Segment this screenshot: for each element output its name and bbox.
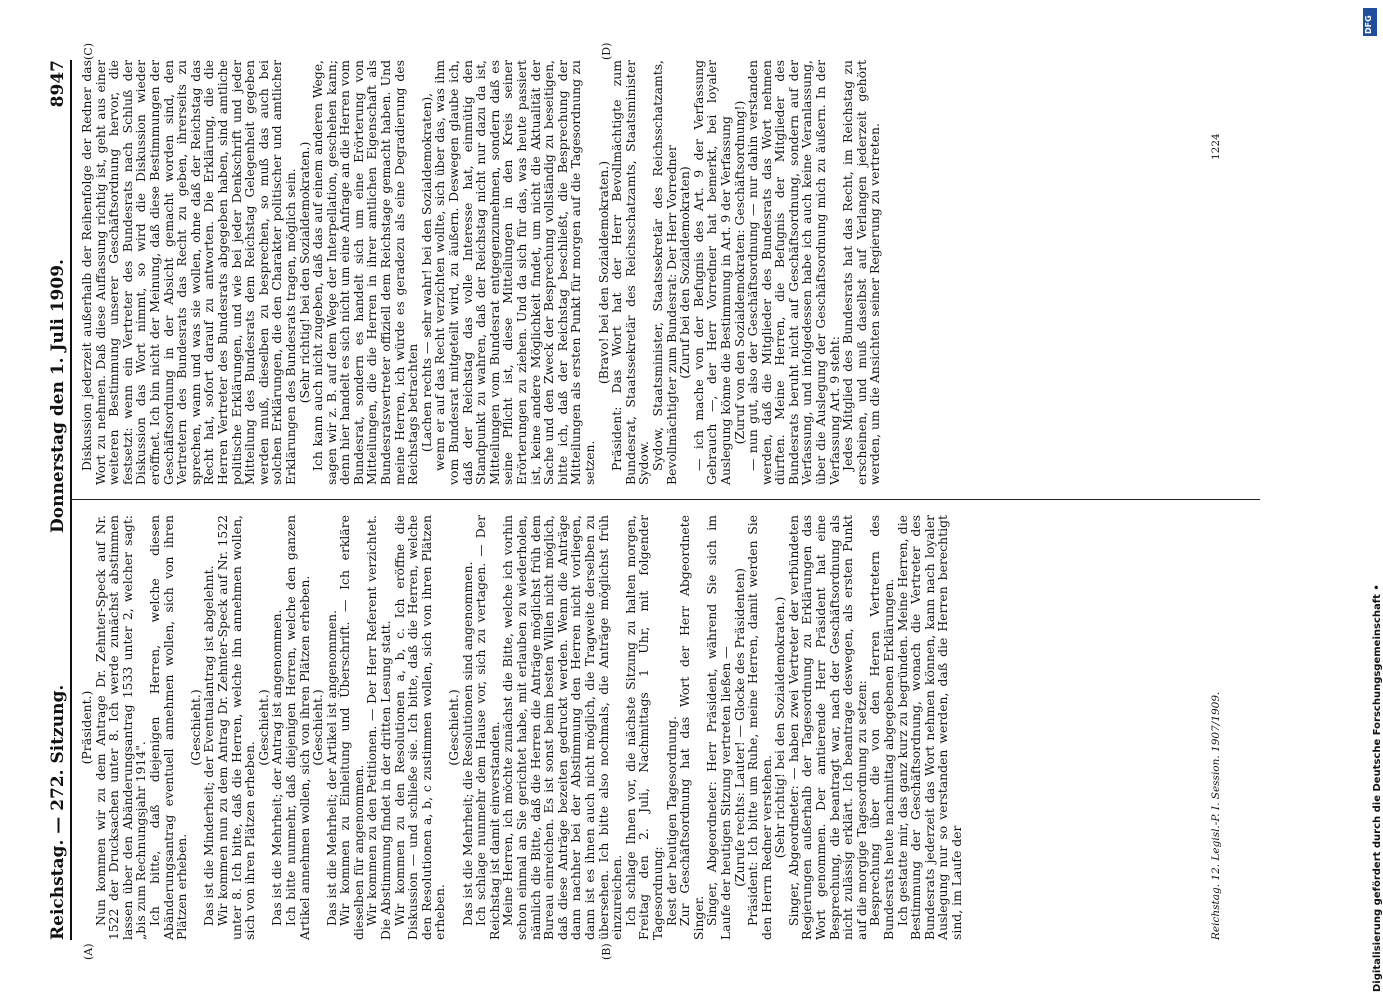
paragraph: — ich mache von der Befugnis des Art. 9 der Verfassung Gebrauch —, der Herr Vorredner hat bemerkt, bei loyaler Auslegung könne die Bestimmung in Art. 9 der Verfassung: [690, 60, 733, 485]
paragraph: Singer, Abgeordneter: — haben zwei Vertreter der verbündeten Regierungen außerhalb der Tagesordnung zu Erklärungen das Wort genommen. Der amtierende Herr Präsident hat eine Besprechung, die beantragt war, nach der Geschäftsordnung als nicht zulässig erklärt. Ich beantrage deswegen, als ersten Punkt auf die morgige Tagesordnung zu setzen:: [785, 515, 869, 940]
paragraph: (Bravo! bei den Sozialdemokraten.): [595, 160, 611, 385]
margin-marker-a: (A): [82, 943, 95, 960]
paragraph: (Geschieht.): [310, 689, 326, 766]
paragraph: Nun kommen wir zu dem Antrage Dr. Zehnter-Speck auf Nr. 1522 der Drucksachen unter 8. Ich werde zunächst abstimmen lassen über den Abänderungsantrag 1533 unter 2, welcher sagt: „bis zum Rechnungsjahr 1914".: [92, 515, 149, 940]
paragraph: Wir kommen zu den Resolutionen a, b, c. Ich eröffne die Diskussion — und schließe sie. Ich bitte, daß die Herren, welche den Resolutionen a, b, c zustimmen wollen, sich von ihren Plätzen erheben.: [391, 515, 448, 940]
paragraph: Singer, Abgeordneter: Herr Präsident, während Sie sich im Laufe der heutigen Sitzung vertreten ließen —: [704, 515, 733, 940]
paragraph: (Geschieht.): [187, 689, 203, 766]
left-text-column: [80, 515, 964, 940]
paragraph: (Lachen rechts — sehr wahr! bei den Sozialdemokraten),: [418, 92, 434, 453]
paragraph: (Geschieht.): [446, 689, 462, 766]
margin-marker-c: (C): [82, 43, 95, 60]
page-header: [40, 60, 72, 940]
paragraph: (Zuruf von den Sozialdemokraten: Geschäftsordnung!): [731, 100, 747, 445]
paragraph: Ich bitte, daß diejenigen Herren, welche diesen Abänderungsantrag eventuell annehmen wollen, sich von ihren Plätzen erheben.: [146, 515, 190, 940]
paragraph: (Zurufe rechts: Lauter! — Glocke des Präsidenten): [731, 568, 747, 887]
paragraph: wenn er auf das Recht verzichten wollte, sich über das, was ihm vom Bundesrat mitgeteilt wird, zu äußern. Deswegen glaube ich, daß der Reichstag das volle Interesse hat, einmütig den Standpunkt zu wahren, daß der Reichstag nicht nur dazu da ist, Mitteilungen vom Bundesrat entgegenzunehmen, sondern daß es seine Pflicht ist, diese Mitteilungen in den Kreis seiner Erörterungen zu ziehen. Und da sich für das, was heute passiert ist, keine andere Möglichkeit findet, um nicht die Aktualität der Sache und den Zweck der Besprechung vollständig zu beseitigen, bitte ich, daß der Reichstag beschließt, die Besprechung der Mitteilungen als ersten Punkt für morgen auf die Tagesordnung zu setzen.: [432, 60, 597, 485]
paragraph: Ich schlage Ihnen vor, die nächste Sitzung zu halten morgen, Freitag den 2. Juli, Nachmittags 1 Uhr, mit folgender Tagesordnung:: [622, 515, 665, 940]
paragraph: (Zuruf bei den Sozialdemokraten): [677, 166, 693, 379]
paragraph: Meine Herren, ich möchte zunächst die Bitte, welche ich vorhin schon einmal an Sie gerichtet habe, mit erlauben zu wiederholen, nämlich die Bitte, daß die Herren die Anträge möglichst früh dem Bureau einreichen. Es ist sonst beim besten Willen nicht möglich, daß diese Anträge bezeiten gedruckt werden. Wenn die Anträge dann nachher bei der Abstimmung den Herren nicht vorliegen, dann ist es ihnen auch nicht möglich, die Tragweite derselben zu übersehen. Ich bitte also nochmals, die Anträge möglichst früh einzureichen.: [500, 515, 625, 940]
paragraph: (Präsident.): [79, 690, 94, 765]
paragraph: Wir kommen nun zu dem Antrag Dr. Zehnter-Speck auf Nr. 1522 unter 8. Ich bitte, daß die Herren, welche ihn annehmen wollen, sich von ihren Plätzen erheben.: [214, 515, 258, 940]
paragraph: Das ist die Mehrheit; der Artikel ist angenommen.: [323, 609, 339, 926]
paragraph: (Geschieht.): [255, 689, 271, 766]
paragraph: Das ist die Mehrheit; der Antrag ist angenommen.: [269, 609, 285, 926]
header-left: Reichstag. — 272. Sitzung.: [48, 684, 68, 940]
paragraph: Ich bitte nunmehr, daß diejenigen Herren, welche den ganzen Artikel annehmen wollen, sich von ihren Plätzen erheben.: [282, 515, 312, 940]
paragraph: Präsident: Ich bitte um Ruhe, meine Herren, damit werden Sie den Herrn Redner verstehen.: [745, 515, 774, 940]
paragraph: Wir kommen zu Einleitung und Überschrift. — Ich erkläre dieselben für angenommen.: [337, 515, 366, 940]
paragraph: Rest der heutigen Tagesordnung.: [663, 716, 679, 926]
paragraph: Wir kommen zu den Petitionen. — Der Herr Referent verzichtet. Die Abstimmung findet in der dritten Lesung statt.: [364, 515, 394, 940]
dfg-logo-icon: DFG: [1363, 8, 1377, 36]
margin-marker-b: (B): [600, 943, 613, 960]
paragraph: — nun gut, also der Geschäftsordnung — nur dahin verstanden werden, daß die Mitglieder des Bundesrats das Wort nehmen dürften. Meine Herren, die Befugnis der Mitglieder des Bundesrats beruht nicht auf Geschäftsordnung, sondern auf der Verfassung, und infolgedessen habe ich auch keine Veranlassung, über die Auslegung der Geschäftsordnung mich zu äußern. In der Verfassung Art. 9 steht:: [745, 60, 842, 485]
paragraph: Das ist die Mehrheit; die Resolutionen sind angenommen.: [459, 561, 475, 926]
paragraph: Präsident: Das Wort hat der Herr Bevollmächtigte zum Bundesrat, Staatssekretär des Reichsschatzamts, Staatsminister Sydow.: [609, 60, 652, 485]
paragraph: Besprechung über die von den Herren Vertretern des Bundesrats heute nachmittag abgegebenen Erklärungen.: [867, 515, 897, 940]
header-center: Donnerstag den 1. Juli 1909.: [48, 259, 68, 533]
footer-sheet-number: 1224: [1210, 133, 1222, 160]
right-text-column: [80, 60, 882, 485]
paragraph: Zur Geschäftsordnung hat das Wort der Herr Abgeordnete Singer.: [677, 515, 706, 940]
paragraph: Diskussion jederzeit außerhalb der Reihenfolge der Redner das Wort zu nehmen. Daß diese Auffassung richtig ist, geht aus einer weiteren Bestimmung unserer Geschäftsordnung hervor, die festsetzt: wenn ein Vertreter des Bundesrats nach Schluß der Diskussion das Wort nimmt, so wird die Diskussion wieder eröffnet. Ich bin nicht der Meinung, daß diese Bestimmungen der Geschäftsordnung in der Absicht gemacht worden sind, den Vertretern des Bundesrats das Recht zu geben, ihrerseits zu sprechen, wann und was sie wollen, ohne daß der Reichstag das Recht hat, sofort darauf zu antworten. Die Erklärung, die die Herren Vertreter des Bundesrats abgegeben haben, sind amtliche politische Erklärungen, und wie bei jeder Denkschrift und jeder Mitteilung des Bundesrats dem Reichstag Gelegenheit gegeben werden muß, dieselben zu besprechen, so muß das auch bei solchen Erklärungen, die den Charakter politischer und amtlicher Erklärungen des Bundesrats tragen, möglich sein.: [79, 60, 298, 485]
margin-marker-d: (D): [600, 42, 613, 60]
paragraph: Ich kann auch nicht zugeben, daß das auf einem anderen Wege, sagen wir z. B. auf dem Wege der Interpellation, geschehen kann; denn hier handelt es sich nicht um eine Anfrage an die Herren vom Bundesrat, sondern es handelt sich um eine Erörterung von Mitteilungen, die die Herren in ihrer amtlichen Eigenschaft als Bundesratsvertreter offiziell dem Reichstage gemacht haben. Und meine Herren, ich würde es geradezu als eine Degradierung des Reichstags betrachten: [310, 60, 421, 485]
column-divider: [70, 499, 1260, 500]
footer-session: Reichstag. 12. Legisl.-P. I. Session. 1907/1909.: [1210, 691, 1222, 940]
paragraph: (Sehr richtig! bei den Sozialdemokraten.): [296, 141, 312, 404]
paragraph: (Sehr richtig! bei den Sozialdemokraten.): [772, 596, 788, 859]
paragraph: Ich gestatte mir, das ganz kurz zu begründen. Meine Herren, die Bestimmung der Geschäftsordnung, wonach die Vertreter des Bundesrats jederzeit das Wort nehmen können, kann nach loyaler Auslegung nur so verstanden werden, daß die Herren berechtigt sind, im Laufe der: [894, 515, 964, 940]
paragraph: Ich schlage nunmehr dem Hause vor, sich zu vertagen. — Der Reichstag ist damit einverstanden.: [473, 515, 502, 940]
header-page-number: 8947: [48, 60, 68, 108]
paragraph: Sydow, Staatsminister, Staatssekretär des Reichsschatzamts, Bevollmächtigter zum Bundesrat: Der Herr Vorredner: [649, 60, 679, 485]
paragraph: Das ist die Minderheit; der Eventualantrag ist abgelehnt.: [201, 565, 217, 926]
paragraph: Jedes Mitglied des Bundesrats hat das Recht, im Reichstag zu erscheinen, und muß daselbst auf Verlangen jederzeit gehört werden, um die Ansichten seiner Regierung zu vertreten.: [840, 60, 883, 485]
digitization-note: Digitalisierung gefördert durch die Deutsche Forschungsgemeinschaft •: [1372, 584, 1383, 992]
